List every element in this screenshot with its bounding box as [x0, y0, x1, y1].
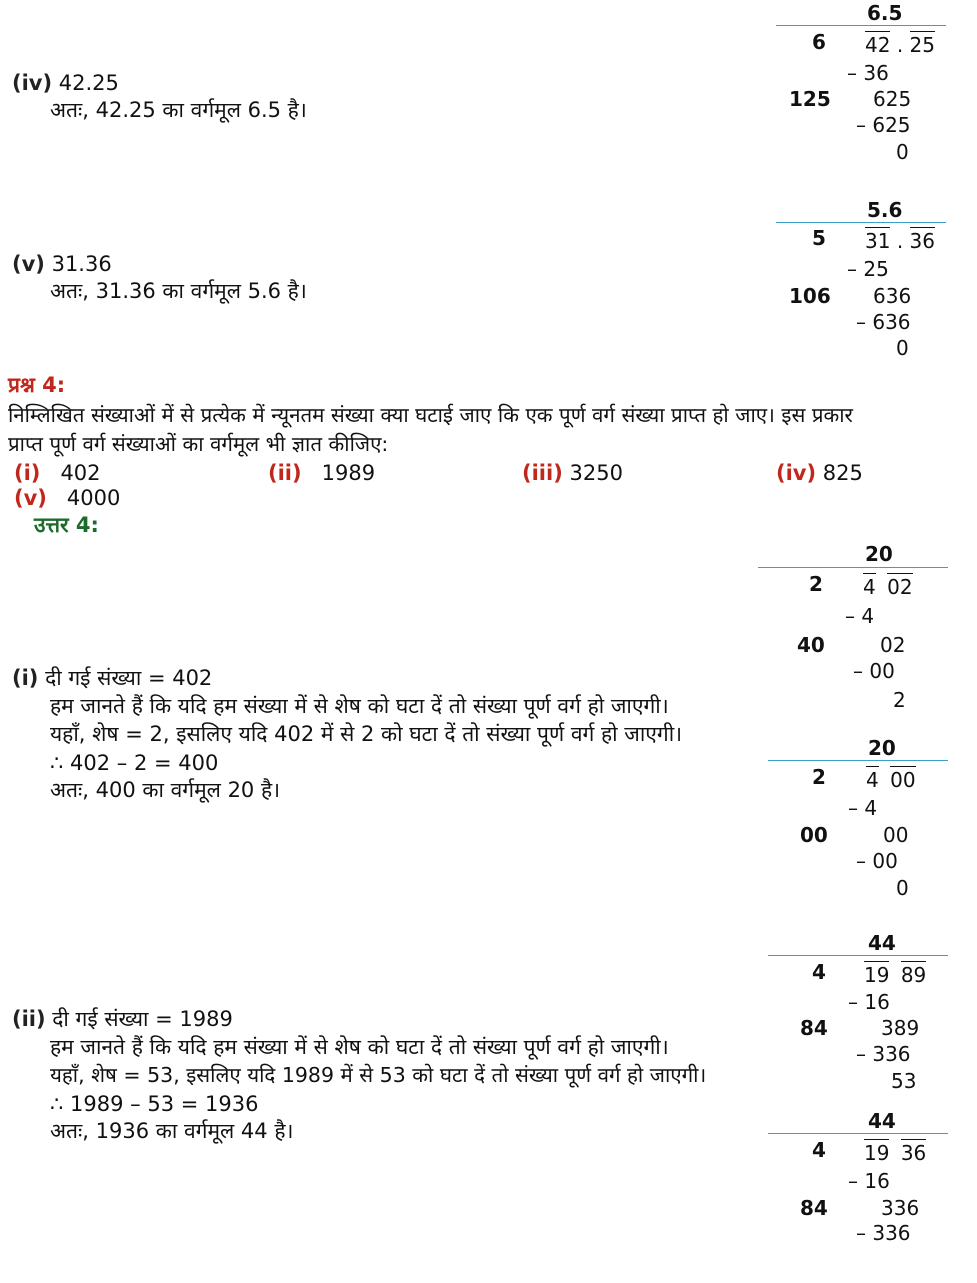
digit-pair: 02: [887, 575, 913, 599]
decimal-point: .: [896, 229, 904, 253]
digit-pair: 00: [890, 768, 916, 792]
question-text-line-1: निम्लिखित संख्याओं में से प्रत्येक में न्यूनतम संख्या क्या घटाई जाए कि एक पूर्ण वर्ग संख्या प्राप्त हो जाए। इस प्रकार: [8, 403, 853, 427]
dividend: [865, 229, 935, 253]
option-iii: [522, 460, 623, 486]
answer-ii-line-4: ∴ 1989 – 53 = 1936: [50, 1092, 259, 1116]
part-v-label: (v): [12, 252, 45, 276]
quotient: 5.6: [867, 198, 903, 222]
answer-i-line-2: हम जानते हैं कि यदि हम संख्या में से शेष को घटा दें तो संख्या पूर्ण वर्ग हो जाएगी।: [50, 694, 669, 718]
option-label: (iv): [776, 461, 817, 485]
part-v-row: [12, 251, 112, 277]
divisor-2: 125: [789, 87, 831, 111]
digit-pair: 25: [909, 33, 935, 57]
subtract-2: – 336: [856, 1221, 911, 1245]
division-rule: [768, 760, 948, 761]
division-rule: [758, 567, 948, 568]
remainder-1: 625: [873, 87, 912, 111]
subtract-1: – 25: [847, 257, 889, 281]
part-v-number: 31.36: [51, 252, 112, 276]
divisor-1: 4: [812, 1138, 826, 1162]
option-ii: [268, 460, 375, 486]
part-v-conclusion: अतः, 31.36 का वर्गमूल 5.6 है।: [50, 279, 307, 303]
option-v: [14, 485, 120, 511]
dividend: [863, 575, 913, 599]
dividend: [864, 963, 926, 987]
digit-pair: 89: [900, 963, 927, 987]
answer-ii-line-1: [12, 1006, 233, 1032]
subtract-2: – 636: [856, 310, 911, 334]
division-rule: [776, 222, 946, 223]
remainder-1: 00: [883, 823, 909, 847]
dividend: [866, 768, 916, 792]
divisor-2: 106: [789, 284, 831, 308]
digit-pair: 36: [900, 1141, 927, 1165]
digit-pair: 4: [866, 768, 879, 792]
remainder-1: 336: [881, 1196, 920, 1220]
subtract-1: – 4: [845, 604, 875, 628]
divisor-1: 5: [812, 226, 826, 250]
quotient: 44: [868, 1109, 896, 1133]
part-iv-number: 42.25: [58, 71, 119, 95]
subtract-1: – 16: [848, 990, 890, 1014]
subtract-1: – 4: [848, 796, 878, 820]
answer-i-line-3: यहाँ, शेष = 2, इसलिए यदि 402 में से 2 को घटा दें तो संख्या पूर्ण वर्ग हो जाएगी।: [50, 722, 683, 746]
quotient: 20: [865, 542, 893, 566]
answer-ii-label: (ii): [12, 1007, 46, 1031]
option-value: 825: [822, 461, 863, 485]
division-rule: [768, 1133, 948, 1134]
remainder-final: 0: [896, 336, 909, 360]
option-i: [14, 460, 101, 486]
answer-ii-line-5: अतः, 1936 का वर्गमूल 44 है।: [50, 1119, 294, 1143]
option-value: 402: [60, 461, 101, 485]
subtract-2: – 00: [856, 849, 898, 873]
option-value: 3250: [569, 461, 623, 485]
divisor-1: 4: [812, 960, 826, 984]
remainder-1: 02: [880, 633, 906, 657]
question-heading: प्रश्न 4:: [8, 373, 66, 397]
option-label: (ii): [268, 461, 302, 485]
answer-i-line-4: ∴ 402 – 2 = 400: [50, 751, 219, 775]
option-label: (iii): [522, 461, 563, 485]
option-label: (v): [14, 486, 47, 510]
dividend: [865, 33, 935, 57]
division-rule: [776, 25, 946, 26]
digit-pair: 4: [863, 575, 876, 599]
remainder-final: 0: [896, 876, 909, 900]
option-value: 1989: [321, 461, 376, 485]
quotient: 6.5: [867, 1, 903, 25]
division-rule: [768, 955, 948, 956]
decimal-point: .: [896, 33, 904, 57]
digit-pair: 42: [865, 33, 891, 57]
digit-pair: 19: [864, 1141, 890, 1165]
option-iv: [776, 460, 863, 486]
answer-i-line-1: [12, 665, 212, 691]
divisor-2: 84: [800, 1196, 828, 1220]
subtract-2: – 00: [853, 659, 895, 683]
remainder-final: 53: [891, 1069, 917, 1093]
answer-heading: उत्तर 4:: [34, 513, 99, 537]
question-text-line-2: प्राप्त पूर्ण वर्ग संख्याओं का वर्गमूल भी ज्ञात कीजिए:: [8, 432, 389, 456]
digit-pair: 19: [864, 963, 890, 987]
digit-pair: 36: [909, 229, 935, 253]
subtract-2: – 336: [856, 1042, 911, 1066]
remainder-1: 636: [873, 284, 912, 308]
remainder-final: 0: [896, 140, 909, 164]
divisor-2: 00: [800, 823, 828, 847]
digit-pair: 31: [865, 229, 891, 253]
divisor-2: 40: [797, 633, 825, 657]
option-value: 4000: [66, 486, 121, 510]
subtract-1: – 36: [847, 61, 889, 85]
subtract-2: – 625: [856, 113, 911, 137]
subtract-1: – 16: [848, 1169, 890, 1193]
divisor-1: 6: [812, 30, 826, 54]
answer-ii-given: दी गई संख्या = 1989: [52, 1007, 233, 1031]
divisor-1: 2: [809, 572, 823, 596]
divisor-1: 2: [812, 765, 826, 789]
part-iv-conclusion: अतः, 42.25 का वर्गमूल 6.5 है।: [50, 98, 307, 122]
divisor-2: 84: [800, 1016, 828, 1040]
remainder-1: 389: [881, 1016, 920, 1040]
quotient: 44: [868, 931, 896, 955]
answer-ii-line-2: हम जानते हैं कि यदि हम संख्या में से शेष को घटा दें तो संख्या पूर्ण वर्ग हो जाएगी।: [50, 1035, 669, 1059]
option-label: (i): [14, 461, 41, 485]
quotient: 20: [868, 736, 896, 760]
remainder-final: 2: [893, 688, 906, 712]
dividend: [864, 1141, 926, 1165]
answer-i-line-5: अतः, 400 का वर्गमूल 20 है।: [50, 778, 281, 802]
part-iv-label: (iv): [12, 71, 53, 95]
answer-i-given: दी गई संख्या = 402: [45, 666, 213, 690]
answer-i-label: (i): [12, 666, 39, 690]
answer-ii-line-3: यहाँ, शेष = 53, इसलिए यदि 1989 में से 53 को घटा दें तो संख्या पूर्ण वर्ग हो जाएगी।: [50, 1063, 707, 1087]
part-iv-row: [12, 70, 119, 96]
